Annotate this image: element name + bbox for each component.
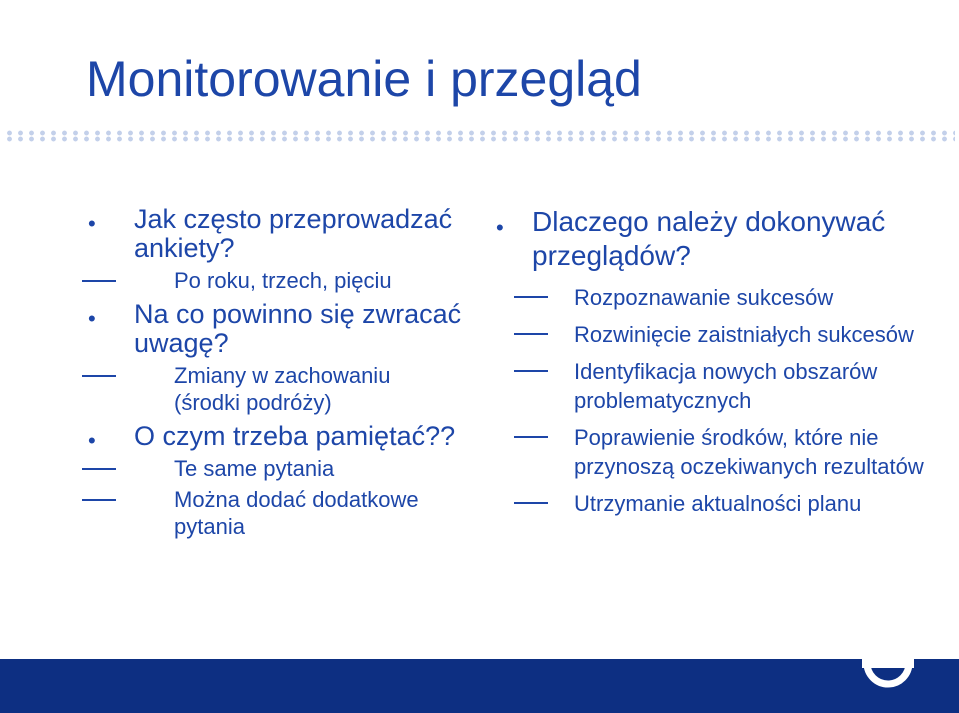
sub-item-text: Rozpoznawanie sukcesów	[574, 285, 834, 310]
sub-item	[134, 455, 462, 482]
sub-item	[134, 362, 462, 416]
sub-item-text: Identyfikacja nowych obszarów problematycznych	[574, 359, 878, 413]
right-bullet-list	[492, 205, 932, 518]
bullet-item	[82, 422, 462, 540]
bullet-text: Jak często przeprowadzać ankiety?	[134, 204, 453, 263]
sub-item-text: Można dodać dodatkowe pytania	[174, 487, 419, 539]
bullet-text: O czym trzeba pamiętać??	[134, 421, 456, 451]
sub-item-text: Poprawienie środków, które nie przynoszą oczekiwanych rezultatów	[574, 425, 924, 479]
dash-icon	[82, 499, 116, 501]
sub-item	[544, 489, 932, 518]
left-bullet-list	[82, 205, 462, 540]
bullet-item	[82, 300, 462, 416]
dotted-divider	[4, 130, 955, 142]
dash-icon	[514, 436, 548, 438]
dash-icon	[514, 333, 548, 335]
bullet-dot-icon: •	[496, 215, 504, 240]
dash-icon	[514, 370, 548, 372]
sub-item	[544, 283, 932, 312]
sub-item	[134, 486, 462, 540]
sub-item-text: Te same pytania	[174, 456, 335, 481]
sub-item	[544, 423, 932, 481]
dash-icon	[514, 502, 548, 504]
bullet-dot-icon: •	[88, 306, 96, 331]
dash-icon	[82, 280, 116, 282]
footer-bar	[0, 659, 959, 713]
sub-list	[134, 455, 462, 540]
bullet-text: Dlaczego należy dokonywać przeglądów?	[532, 206, 886, 271]
bullet-dot-icon: •	[88, 428, 96, 453]
right-column	[492, 205, 932, 526]
dash-icon	[82, 375, 116, 377]
sub-item-text: Zmiany w zachowaniu (środki podróży)	[174, 363, 391, 415]
bullet-item	[82, 205, 462, 294]
sub-list	[544, 283, 932, 518]
bullet-text: Na co powinno się zwracać uwagę?	[134, 299, 462, 358]
sub-item-text: Po roku, trzech, pięciu	[174, 268, 392, 293]
roundel-logo-icon	[861, 636, 915, 690]
sub-item	[544, 357, 932, 415]
dash-icon	[514, 296, 548, 298]
bullet-dot-icon: •	[88, 211, 96, 236]
dash-icon	[82, 468, 116, 470]
slide-title: Monitorowanie i przegląd	[86, 51, 642, 107]
bullet-item	[492, 205, 932, 518]
left-column	[82, 205, 462, 546]
sub-list	[134, 362, 462, 416]
sub-item	[134, 267, 462, 294]
sub-item-text: Rozwinięcie zaistniałych sukcesów	[574, 322, 914, 347]
sub-list	[134, 267, 462, 294]
sub-item-text: Utrzymanie aktualności planu	[574, 491, 862, 516]
sub-item	[544, 320, 932, 349]
